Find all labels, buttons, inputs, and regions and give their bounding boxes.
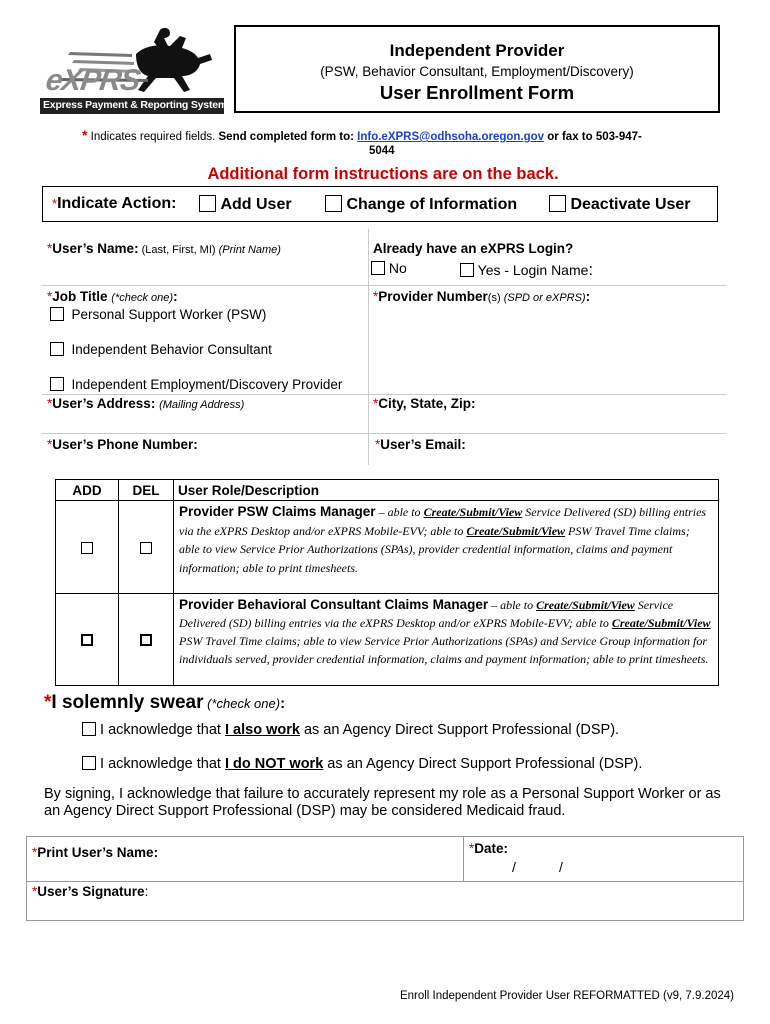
city-state-zip-field[interactable]: *City, State, Zip: (373, 396, 476, 411)
required-asterisk: * (82, 127, 88, 143)
table-row: Provider PSW Claims Manager – able to Create/Submit/View Service Delivered (SD) billing entries via the eXPRS Desktop and/or eXPRS Mobile-EVV; able to Create/Submit/View PSW Travel Time claims; able to view Service Prior Authorizations (SPAs), provider credential information, claims and payment information; able to print timesheets. (56, 501, 719, 594)
login-no-option[interactable]: No (371, 260, 407, 276)
job-behavior-checkbox[interactable] (50, 342, 64, 356)
date-separator-1: / (512, 859, 516, 875)
bc-claims-del-checkbox[interactable] (140, 634, 152, 646)
job-title-label: *Job Title (*check one): (47, 289, 178, 304)
bc-claims-add-checkbox[interactable] (81, 634, 93, 646)
add-user-checkbox[interactable] (199, 195, 216, 212)
date-separator-2: / (559, 859, 563, 875)
instructions-heading: Additional form instructions are on the back. (207, 165, 559, 183)
not-work-checkbox[interactable] (82, 756, 96, 770)
login-yes-option[interactable]: Yes - Login Name: (460, 260, 593, 280)
swear-heading: *I solemnly swear (*check one): (44, 692, 286, 713)
title-line3: User Enrollment Form (379, 82, 575, 103)
role-title: Provider PSW Claims Manager (179, 504, 376, 519)
swear-also-work-option[interactable]: I acknowledge that I also work as an Agency Direct Support Professional (DSP). (82, 722, 619, 738)
roles-table (55, 479, 719, 686)
provider-number-field[interactable]: *Provider Number(s) (SPD or eXPRS): (373, 289, 591, 304)
users-email-field[interactable]: *User’s Email: (375, 437, 466, 452)
swear-not-work-option[interactable]: I acknowledge that I do NOT work as an Agency Direct Support Professional (DSP). (82, 756, 642, 772)
title-box (234, 25, 720, 113)
title-line1: Independent Provider (389, 41, 565, 60)
add-column-header: ADD (56, 480, 119, 501)
action-label: Indicate Action: (57, 195, 177, 212)
action-add-user[interactable]: Add User (199, 195, 292, 214)
roles-header-row (56, 480, 719, 501)
logo-tagline: Express Payment & Reporting System (43, 99, 228, 111)
deactivate-user-checkbox[interactable] (549, 195, 566, 212)
role-title: Provider Behavioral Consultant Claims Manager (179, 597, 489, 612)
action-change-info[interactable]: Change of Information (325, 195, 517, 214)
fax-continued: 5044 (369, 145, 395, 157)
psw-claims-add-checkbox[interactable] (81, 542, 93, 554)
users-phone-field[interactable]: *User’s Phone Number: (47, 437, 198, 452)
psw-claims-del-checkbox[interactable] (140, 542, 152, 554)
logo-brand: eXPRS (43, 64, 142, 97)
action-box: *Indicate Action: Add User Change of Information Deactivate User (42, 186, 718, 222)
job-behavior-option[interactable]: Independent Behavior Consultant (50, 342, 272, 357)
also-work-checkbox[interactable] (82, 722, 96, 736)
login-yes-checkbox[interactable] (460, 263, 474, 277)
del-column-header: DEL (119, 480, 174, 501)
logo (40, 24, 226, 116)
table-row: Provider Behavioral Consultant Claims Manager – able to Create/Submit/View Service Delivered (SD) billing entries via the eXPRS Desktop and/or eXPRS Mobile-EVV; able to Create/Submit/View PSW Travel Time claims; able to view Service Prior Authorizations (SPAs) and Service Group information for individuals served, provider credential information, claims and payment information; able to print timesheets. (56, 594, 719, 686)
login-no-checkbox[interactable] (371, 261, 385, 275)
users-name-field[interactable]: *User’s Name: (Last, First, MI) (Print Name) (47, 241, 281, 256)
login-question: Already have an eXPRS Login? (373, 241, 574, 256)
action-deactivate-user[interactable]: Deactivate User (549, 195, 691, 214)
job-psw-option[interactable]: Personal Support Worker (PSW) (50, 307, 266, 322)
print-name-field[interactable]: *Print User’s Name: (32, 845, 159, 860)
date-field[interactable]: *Date: (469, 841, 509, 856)
job-employment-checkbox[interactable] (50, 377, 64, 391)
fraud-statement: By signing, I acknowledge that failure to accurately represent my role as a Personal Support Worker or as an Agency Direct Support Professional (DSP) may be considered Medicaid fraud. (44, 786, 721, 819)
users-address-field[interactable]: *User’s Address: (Mailing Address) (47, 396, 245, 411)
job-psw-checkbox[interactable] (50, 307, 64, 321)
job-employment-option[interactable]: Independent Employment/Discovery Provider (50, 377, 342, 392)
submit-email-link[interactable]: Info.eXPRS@odhsoha.oregon.gov (357, 131, 545, 143)
role-column-header: User Role/Description (174, 480, 719, 501)
required-notice: * Indicates required fields. Send completed form to: Info.eXPRS@odhsoha.oregon.gov or fax to 503-947- (82, 127, 642, 143)
signature-field[interactable]: *User’s Signature: (32, 884, 149, 899)
signature-box (26, 836, 744, 921)
change-info-checkbox[interactable] (325, 195, 342, 212)
form-version-footer: Enroll Independent Provider User REFORMATTED (v9, 7.9.2024) (399, 990, 734, 1002)
title-line2: (PSW, Behavior Consultant, Employment/Discovery) (320, 64, 634, 79)
